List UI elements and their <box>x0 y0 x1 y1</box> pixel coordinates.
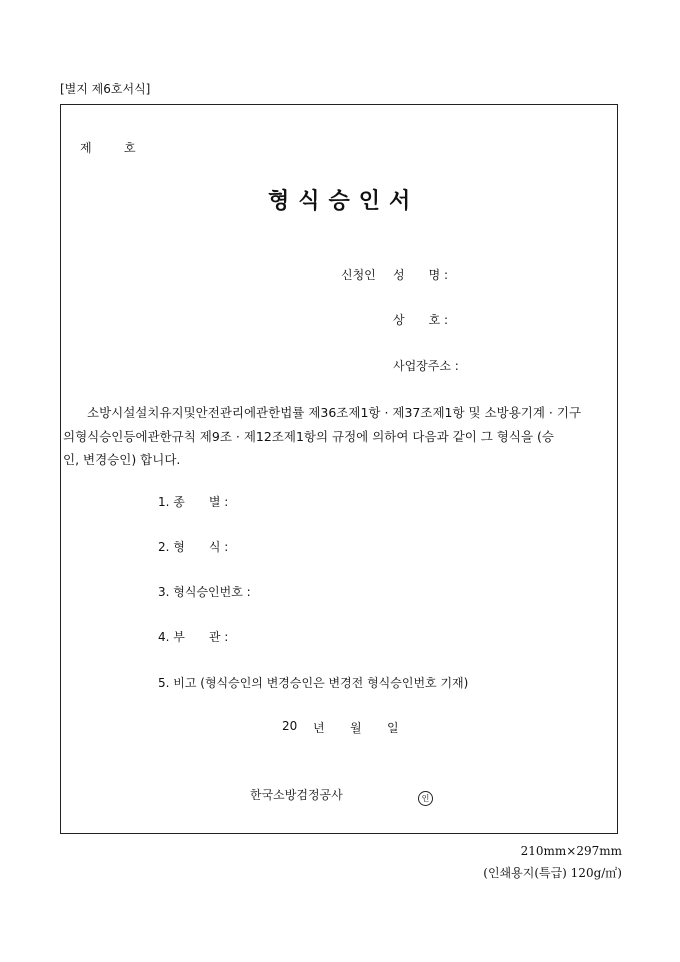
applicant-name-label: 성 명 : <box>393 268 449 282</box>
paper-size: 210mm×297mm <box>520 844 622 858</box>
item-remarks: 5. 비고 (형식승인의 변경승인은 변경전 형식승인번호 기재) <box>158 676 469 690</box>
applicant-company-label: 상 호 : <box>393 313 449 327</box>
document-title: 형식승인서 <box>268 188 420 214</box>
applicant-address-label: 사업장주소 : <box>393 359 459 373</box>
date-year: 20 <box>282 719 298 733</box>
date-year-unit: 년 <box>313 721 325 735</box>
date-day-unit: 일 <box>387 721 399 735</box>
form-label: [별지 제6호서식] <box>60 82 151 96</box>
item-model: 2. 형 식 : <box>158 540 229 554</box>
document-number-prefix: 제 <box>80 141 92 155</box>
body-paragraph-line-1: 소방시설설치유지및안전관리에관한법률 제36조제1항 · 제37조제1항 및 소방용기계 · 기구 <box>87 405 582 420</box>
document-number-suffix: 호 <box>124 141 136 155</box>
paper-spec: (인쇄용지(특급) 120g/㎡) <box>483 866 622 880</box>
date-month-unit: 월 <box>350 721 362 735</box>
body-paragraph-line-2: 의형식승인등에관한규칙 제9조 · 제12조제1항의 규정에 의하여 다음과 같이 그 형식을 (승 <box>63 429 554 444</box>
issuer-name: 한국소방검정공사 <box>250 788 343 802</box>
body-paragraph-line-3: 인, 변경승인) 합니다. <box>63 452 181 467</box>
item-approval-number: 3. 형식승인번호 : <box>158 585 251 599</box>
seal-icon: 인 <box>418 791 433 806</box>
item-conditions: 4. 부 관 : <box>158 630 229 644</box>
applicant-label: 신청인 <box>341 268 376 282</box>
item-type: 1. 종 별 : <box>158 495 229 509</box>
seal-mark <box>418 786 433 806</box>
